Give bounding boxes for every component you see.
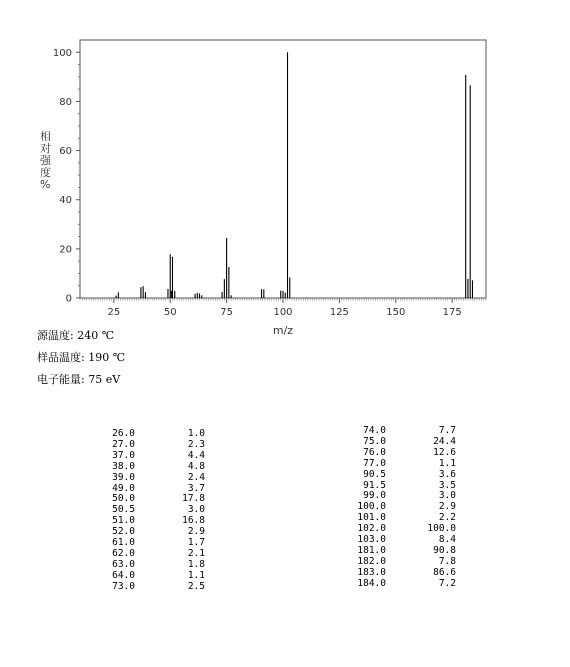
peak-table-right xyxy=(356,426,456,590)
y-tick-label: 20 xyxy=(59,244,72,256)
peak-mz: 50.0 xyxy=(112,493,135,505)
y-tick-label: 60 xyxy=(59,146,72,158)
x-tick-label: 50 xyxy=(163,307,177,318)
peak-abundance: 100.0 xyxy=(427,523,456,535)
peak-abundance: 16.8 xyxy=(182,515,205,527)
x-tick-label: 75 xyxy=(220,307,233,318)
x-tick-label: 175 xyxy=(442,307,462,318)
peak-mz: 90.5 xyxy=(363,468,386,480)
peak-abundance: 3.7 xyxy=(187,482,205,494)
peak-mz: 77.0 xyxy=(363,457,386,469)
peak-mz: 182.0 xyxy=(357,555,386,567)
peak-mz: 76.0 xyxy=(363,446,386,458)
peak-mz: 52.0 xyxy=(112,526,135,538)
peak-abundance: 4.8 xyxy=(187,460,205,472)
peak-abundance: 8.4 xyxy=(438,534,456,546)
sample-temperature: 样品温度: 190 ℃ xyxy=(37,351,125,364)
peak-abundance: 2.2 xyxy=(438,512,456,524)
peak-abundance: 90.8 xyxy=(433,544,456,556)
peak-abundance: 2.9 xyxy=(438,501,456,513)
peak-abundance: 1.7 xyxy=(187,537,205,549)
peak-row xyxy=(105,473,205,484)
peak-mz: 38.0 xyxy=(112,460,135,472)
peak-mz: 91.5 xyxy=(363,479,386,491)
peak-abundance: 2.9 xyxy=(187,526,205,538)
peak-abundance: 86.6 xyxy=(433,566,456,578)
y-axis-label: 相对强度% xyxy=(40,130,51,191)
peak-mz: 26.0 xyxy=(112,428,135,439)
peak-abundance: 2.3 xyxy=(187,438,205,450)
electron-energy: 电子能量: 75 eV xyxy=(37,373,121,386)
peak-mz: 63.0 xyxy=(112,558,135,570)
peak-abundance: 12.6 xyxy=(433,446,456,458)
source-temperature: 源温度: 240 ℃ xyxy=(37,329,114,342)
x-tick-label: 125 xyxy=(329,307,349,318)
peak-mz: 37.0 xyxy=(112,449,135,461)
peak-abundance: 7.2 xyxy=(438,577,456,589)
x-tick-label: 100 xyxy=(273,307,293,318)
plot-frame xyxy=(80,40,486,298)
peak-mz: 102.0 xyxy=(357,523,386,535)
x-tick-label: 25 xyxy=(107,307,121,318)
peak-mz: 100.0 xyxy=(357,501,386,513)
peak-mz: 183.0 xyxy=(357,566,386,578)
peak-mz: 181.0 xyxy=(357,544,386,556)
peak-abundance: 3.0 xyxy=(438,490,456,502)
peak-mz: 61.0 xyxy=(112,537,135,549)
peak-mz: 27.0 xyxy=(112,438,135,450)
peak-abundance: 1.8 xyxy=(187,558,205,570)
peak-abundance: 2.4 xyxy=(187,471,205,483)
y-tick-label: 100 xyxy=(52,47,72,59)
peak-mz: 99.0 xyxy=(363,490,386,502)
y-tick-label: 40 xyxy=(59,195,72,207)
peak-mz: 50.5 xyxy=(112,504,135,516)
y-tick-label: 80 xyxy=(59,96,72,108)
peak-table-left xyxy=(105,429,205,593)
peak-abundance: 1.1 xyxy=(187,569,205,581)
peak-abundance: 24.4 xyxy=(433,435,456,447)
peak-row xyxy=(356,459,456,470)
peak-mz: 184.0 xyxy=(357,577,386,589)
peak-abundance: 1.0 xyxy=(187,428,205,439)
peak-mz: 101.0 xyxy=(357,512,386,524)
peak-mz: 74.0 xyxy=(363,425,386,436)
peak-abundance: 2.1 xyxy=(187,547,205,559)
peak-abundance: 7.8 xyxy=(438,555,456,567)
peak-mz: 51.0 xyxy=(112,515,135,527)
peak-mz: 73.0 xyxy=(112,580,135,592)
peak-abundance: 1.1 xyxy=(438,457,456,469)
peak-row xyxy=(356,579,456,590)
y-tick-label: 0 xyxy=(65,293,72,305)
peak-row xyxy=(356,470,456,481)
peak-abundance: 3.6 xyxy=(438,468,456,480)
peak-row xyxy=(105,462,205,473)
peak-abundance: 3.0 xyxy=(187,504,205,516)
peak-mz: 39.0 xyxy=(112,471,135,483)
peak-abundance: 3.5 xyxy=(438,479,456,491)
peak-mz: 64.0 xyxy=(112,569,135,581)
peak-abundance: 4.4 xyxy=(187,449,205,461)
peak-abundance: 17.8 xyxy=(182,493,205,505)
peak-mz: 75.0 xyxy=(363,435,386,447)
x-tick-label: 150 xyxy=(386,307,406,318)
peak-mz: 49.0 xyxy=(112,482,135,494)
peak-mz: 62.0 xyxy=(112,547,135,559)
peak-abundance: 2.5 xyxy=(187,580,205,592)
peak-mz: 103.0 xyxy=(357,534,386,546)
x-axis-label: m/z xyxy=(272,324,294,337)
peak-row xyxy=(105,582,205,593)
peak-abundance: 7.7 xyxy=(438,425,456,436)
